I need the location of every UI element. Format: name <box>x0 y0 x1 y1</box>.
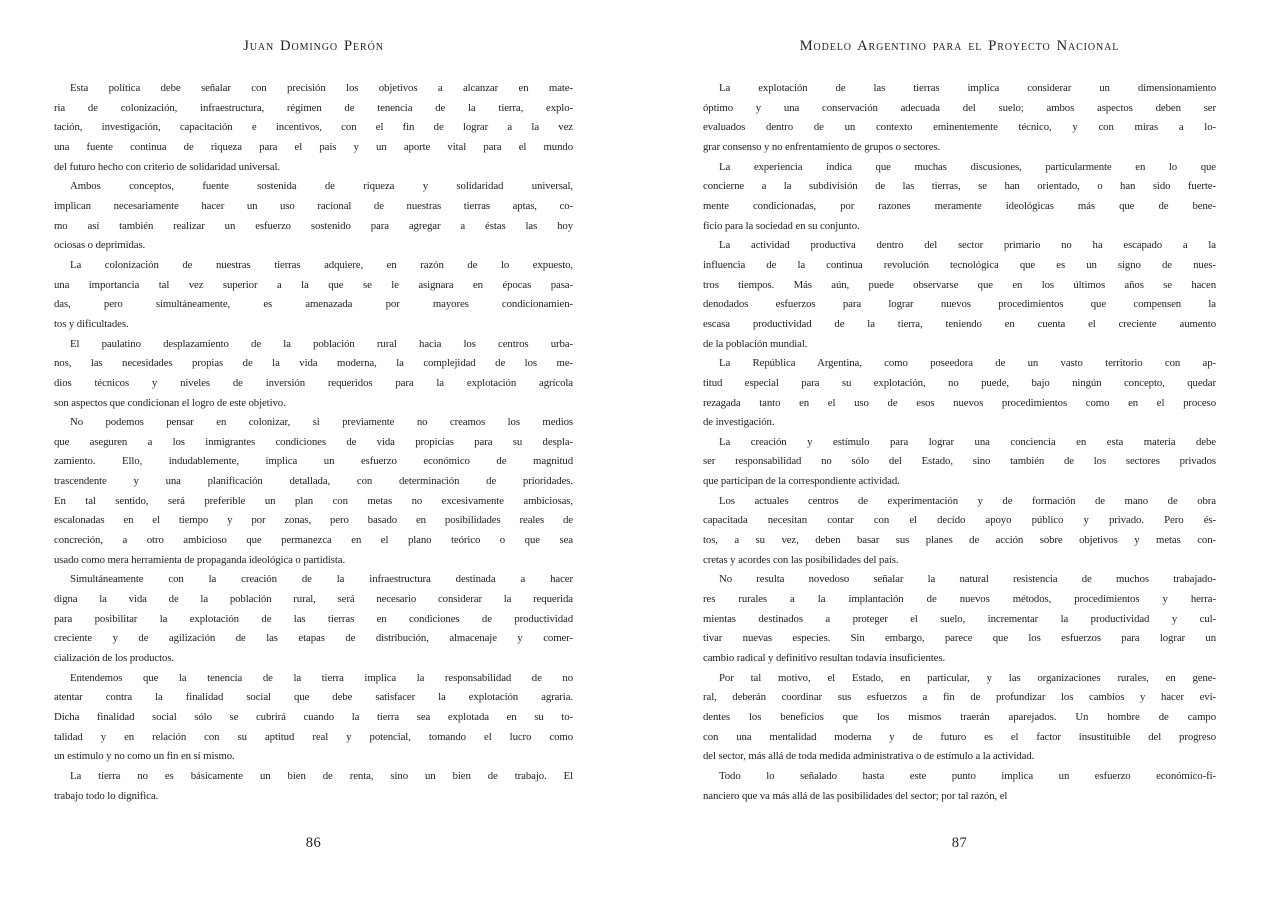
text-line: trascendente y una planificación detallada, con determinación de prioridades. <box>54 475 573 488</box>
text-line: trabajo todo lo dignifica. <box>54 789 159 802</box>
text-line: escasa productividad de la tierra, teniendo en cuenta el creciente aumento <box>703 317 1216 330</box>
text-line: titud especial para su explotación, no puede, bajo ningún concepto, quedar <box>703 376 1216 389</box>
text-line: son aspectos que condicionan el logro de este objetivo. <box>54 396 286 409</box>
running-header-right: Modelo Argentino para el Proyecto Nacional <box>799 38 1120 54</box>
text-line: mente condicionadas, por razones meramente ideológicas más que de bene- <box>703 199 1216 212</box>
text-line: Los actuales centros de experimentación y de formación de mano de obra <box>719 494 1216 507</box>
page-number-left: 86 <box>305 835 322 851</box>
text-line: un estímulo y no como un fin en sí mismo. <box>54 750 235 763</box>
page-body-left <box>54 79 573 806</box>
text-line: usado como mera herramienta de propaganda ideológica o partidista. <box>54 553 346 566</box>
text-line: rezagada tanto en el uso de esos nuevos procedimientos como en el proceso <box>703 396 1216 409</box>
text-line: dios técnicos y niveles de inversión requeridos para la explotación agrícola <box>54 376 573 389</box>
text-line: nanciero que va más allá de las posibilidades del sector; por tal razón, el <box>703 789 1008 802</box>
text-line: La creación y estímulo para lograr una conciencia en esta materia debe <box>719 435 1216 448</box>
text-line: zamiento. Ello, indudablemente, implica un esfuerzo económico de magnitud <box>54 455 573 468</box>
text-line: No resulta novedoso señalar la natural resistencia de muchos trabajado- <box>719 573 1216 586</box>
text-line: con una mentalidad moderna y de futuro es el factor insustituible del progreso <box>703 730 1216 743</box>
text-line: cambio radical y definitivo resultan todavía insuficientes. <box>703 652 946 665</box>
text-line: para posibilitar la explotación de las tierras en condiciones de productividad <box>54 612 573 625</box>
text-line: concierne a la subdivisión de las tierras, se han orientado, o han sido fuerte- <box>703 180 1216 193</box>
text-line: óptimo y una conservación adecuada del suelo; ambos aspectos deben ser <box>703 101 1216 114</box>
text-line: del sector, más allá de toda medida administrativa o de estímulo a la actividad. <box>703 750 1035 763</box>
text-line: denodados esfuerzos para lograr nuevos procedimientos que compensen la <box>703 298 1216 311</box>
page-number-right: 87 <box>951 835 968 851</box>
text-line: de investigación. <box>703 416 775 429</box>
text-line: implican necesariamente hacer un uso racional de nuestras tierras aptas, co- <box>54 199 573 212</box>
page-right <box>703 0 1216 897</box>
text-line: La actividad productiva dentro del sector primario no ha escapado a la <box>719 239 1216 252</box>
text-line: de la población mundial. <box>703 337 808 350</box>
text-line: Ambos conceptos, fuente sostenida de riqueza y solidaridad universal, <box>70 180 573 193</box>
text-line: Esta política debe señalar con precisión los objetivos a alcanzar en mate- <box>70 82 573 94</box>
text-line: ral, deberán coordinar sus esfuerzos a fin de profundizar los cambios y hacer evi- <box>703 691 1216 704</box>
text-line: tivar nuevas especies. Sin embargo, parece que los esfuerzos para lograr un <box>703 632 1216 645</box>
text-line: concreción, a otro ambicioso que permanezca en el plano teórico o que sea <box>54 534 573 547</box>
text-line: cialización de los productos. <box>54 652 175 665</box>
text-line: La explotación de las tierras implica considerar un dimensionamiento <box>719 82 1216 94</box>
text-line: No podemos pensar en colonizar, si previamente no creamos los medios <box>70 416 573 429</box>
text-line: grar consenso y no enfrentamiento de grupos o sectores. <box>703 140 941 153</box>
text-line: talidad y en relación con su aptitud real y potencial, tomando el lucro como <box>54 730 573 743</box>
text-line: nos, las necesidades propias de la vida moderna, la complejidad de los me- <box>54 357 573 370</box>
text-line: tación, investigación, capacitación e incentivos, con el fin de lograr a la vez <box>54 121 573 134</box>
text-line: Por tal motivo, el Estado, en particular, y las organizaciones rurales, en gene- <box>719 671 1216 684</box>
text-line: Entendemos que la tenencia de la tierra implica la responsabilidad de no <box>70 671 573 684</box>
text-line: La experiencia indica que muchas discusiones, particularmente en lo que <box>719 160 1216 173</box>
text-line: Dicha finalidad social sólo se cubrirá cuando la tierra sea explotada en su to- <box>54 711 573 723</box>
text-line: La República Argentina, como poseedora de un vasto territorio con ap- <box>719 357 1216 370</box>
page-left <box>54 0 573 897</box>
text-line: tos, a su vez, deben basar sus planes de acción sobre objetivos y metas con- <box>703 534 1216 547</box>
running-header-left: Juan Domingo Perón <box>243 38 384 54</box>
page-body-right <box>703 79 1216 806</box>
text-line: Todo lo señalado hasta este punto implica un esfuerzo económico-fi- <box>719 769 1216 782</box>
text-line: das, pero simultáneamente, es amenazada por mayores condicionamien- <box>54 298 573 311</box>
text-line: tros tiempos. Más aún, puede observarse que en los últimos años se hacen <box>703 278 1216 291</box>
text-line: digna la vida de la población rural, será necesario considerar la requerida <box>54 593 573 606</box>
text-line: evaluados dentro de un contexto eminentemente técnico, y con miras a lo- <box>703 121 1216 134</box>
text-line: cretas y acordes con las posibilidades del país. <box>703 553 899 566</box>
text-line: creciente y de agilización de las etapas de distribución, almacenaje y comer- <box>54 632 573 645</box>
text-line: mo así también realizar un esfuerzo sostenido para agregar a éstas las hoy <box>54 219 573 232</box>
text-line: influencia de la continua revolución tecnológica que es un signo de nues- <box>703 258 1216 271</box>
text-line: que participan de la correspondiente actividad. <box>703 475 900 488</box>
text-line: ser responsabilidad no sólo del Estado, sino también de los sectores privados <box>703 455 1216 468</box>
text-line: atentar contra la finalidad social que debe satisfacer la explotación agraria. <box>54 691 573 704</box>
text-line: una importancia tal vez superior a la que se le asignara en épocas pasa- <box>54 278 573 291</box>
text-line: Simultáneamente con la creación de la infraestructura destinada a hacer <box>70 573 573 586</box>
text-line: capacitada necesitan contar con el decido apoyo público y privado. Pero és- <box>703 514 1216 527</box>
text-line: ficio para la sociedad en su conjunto. <box>703 219 860 232</box>
text-line: El paulatino desplazamiento de la población rural hacia los centros urba- <box>70 337 573 350</box>
text-line: una fuente continua de riqueza para el país y un aporte vital para el mundo <box>54 140 573 153</box>
text-line: ociosas o deprimidas. <box>54 239 146 252</box>
text-line: En tal sentido, será preferible un plan con metas no excesivamente ambiciosas, <box>54 494 573 507</box>
text-line: que aseguren a los inmigrantes condiciones de vida propicias para su despla- <box>54 435 573 448</box>
text-line: escalonadas en el tiempo y por zonas, pero basado en posibilidades reales de <box>54 514 573 527</box>
text-line: ria de colonización, infraestructura, régimen de tenencia de la tierra, explo- <box>54 101 573 114</box>
text-line: res rurales a la implantación de nuevos métodos, procedimientos y herra- <box>703 593 1216 606</box>
text-line: del futuro hecho con criterio de solidaridad universal. <box>54 160 280 173</box>
text-line: La colonización de nuestras tierras adquiere, en razón de lo expuesto, <box>70 258 573 271</box>
text-line: La tierra no es básicamente un bien de renta, sino un bien de trabajo. El <box>70 769 573 782</box>
text-line: mientas destinados a proteger el suelo, incrementar la productividad y cul- <box>703 612 1216 625</box>
text-line: tos y dificultades. <box>54 317 129 330</box>
text-line: dentes los beneficios que los mismos traerán aparejados. Un hombre de campo <box>703 711 1216 723</box>
